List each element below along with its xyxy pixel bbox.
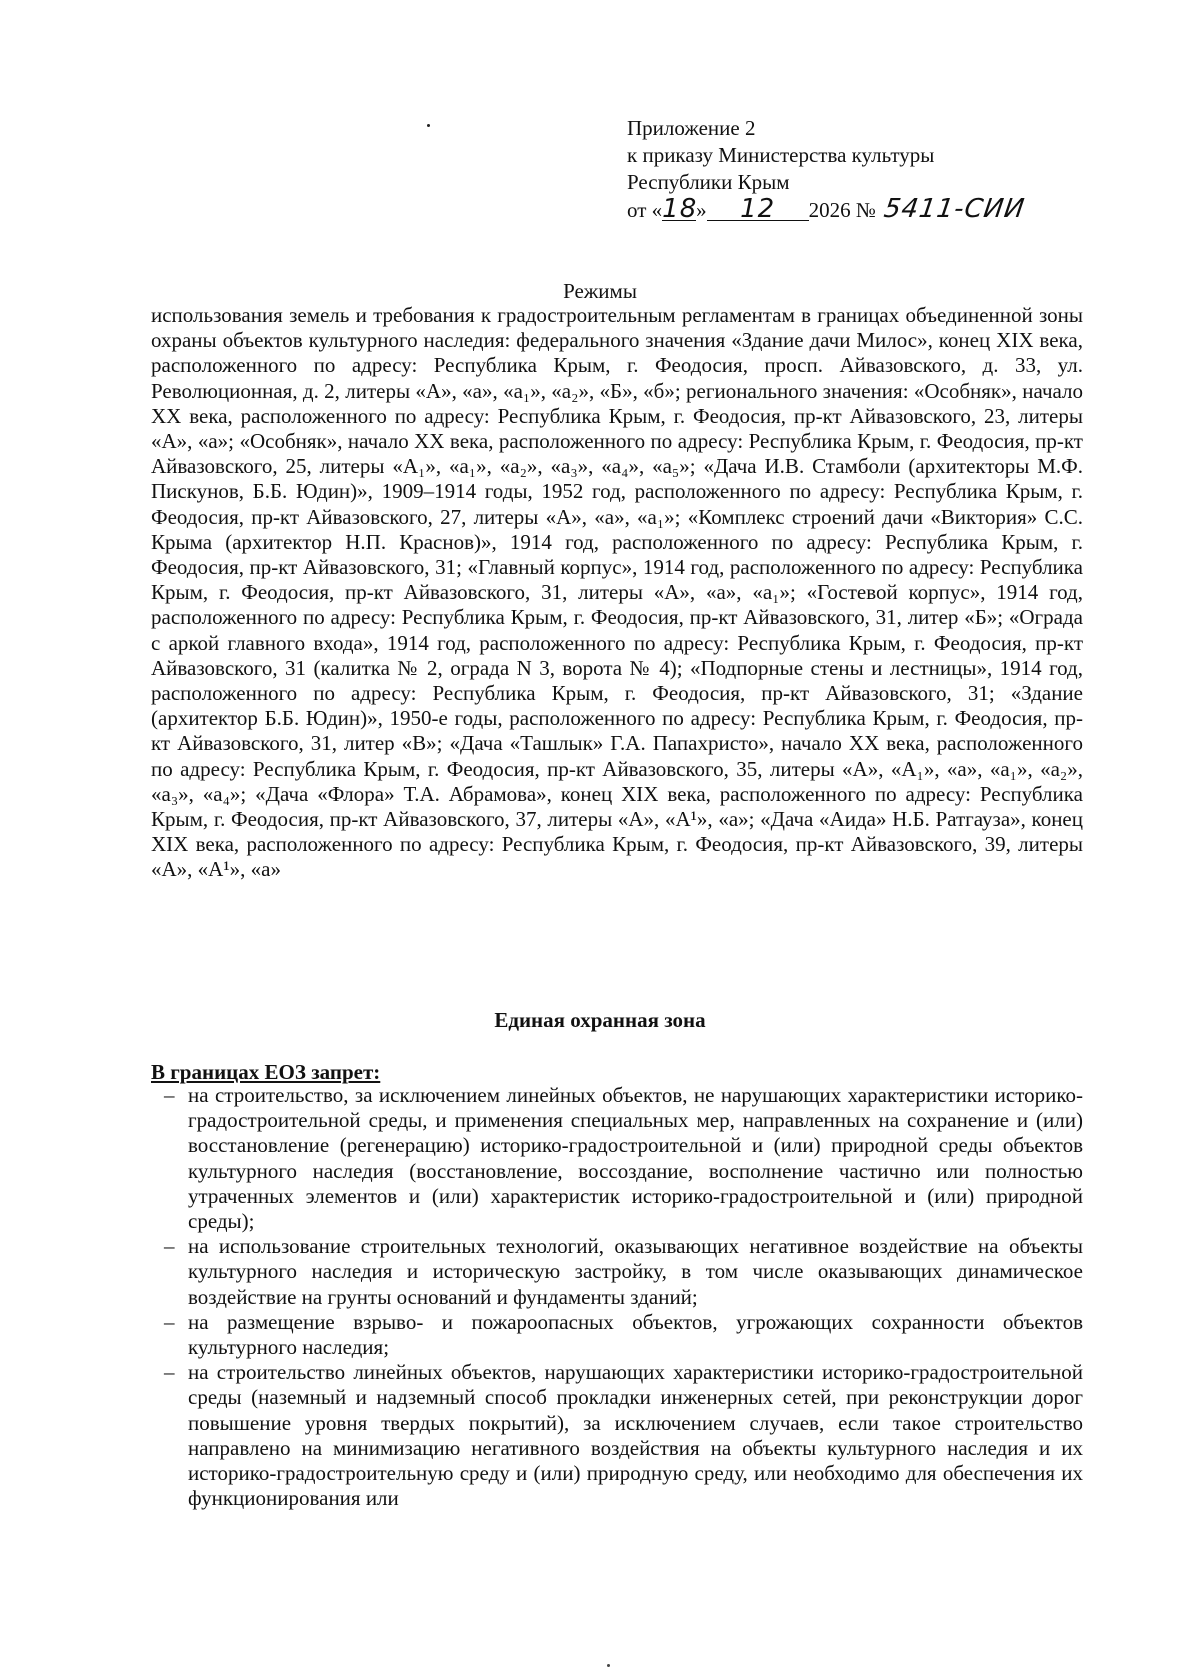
stray-mark xyxy=(427,124,430,127)
dash-bullet: – xyxy=(164,1360,175,1385)
list-item-text: на использование строительных технологий, оказывающих негативное воздействие на объекты культурного наследия и историческую застройку, в том числе оказывающих динамическое воздействие на грунты оснований и фундаменты зданий; xyxy=(188,1234,1083,1309)
appendix-number: Приложение 2 xyxy=(627,116,756,140)
list-item xyxy=(151,1360,1083,1511)
list-item-text: на строительство линейных объектов, нарушающих характеристики историко-градостроительной среды (наземный и надземный способ прокладки инженерных сетей, при реконструкции дорог повышение уровня твердых покрытий), за исключением случаев, если такое строительство направлено на минимизацию негативного воздействия на объекты культурного наследия и их историко-градостроительную среду и (или) природную среду, или необходимо для обеспечения их функционирования или xyxy=(188,1360,1083,1511)
section-title: Единая охранная зона xyxy=(494,1008,706,1032)
republic-name: Республики Крым xyxy=(627,170,790,194)
order-date-row xyxy=(627,196,1097,224)
handwritten-month: 12 xyxy=(707,198,809,221)
dash-bullet: – xyxy=(164,1083,175,1107)
date-prefix: от « xyxy=(627,198,663,222)
date-day-suffix: » xyxy=(696,198,707,222)
stray-mark xyxy=(607,1664,610,1667)
list-item xyxy=(151,1310,1083,1360)
ban-list xyxy=(151,1083,1083,1511)
order-reference: к приказу Министерства культуры xyxy=(627,143,935,167)
list-item-text: на размещение взрыво- и пожароопасных объектов, угрожающих сохранности объектов культурного наследия; xyxy=(188,1309,1083,1360)
dash-bullet: – xyxy=(164,1309,175,1334)
list-item xyxy=(151,1234,1083,1310)
year-and-number-label: 2026 № xyxy=(808,198,876,222)
dash-bullet: – xyxy=(164,1234,175,1259)
appendix-header xyxy=(627,115,1097,224)
list-item-text: на строительство, за исключением линейных объектов, не нарушающих характеристики историко-градостроительной среды, и применения специальных мер, направленных на сохранение и (или) восстановление (регенерацию) историко-градостроительной и (или) природной среды объектов культурного наследия (восстановление, воссоздание, восполнение частично или полностью утраченных элементов и (или) характеристик историко-градостроительной и (или) природной среды); xyxy=(188,1083,1083,1234)
handwritten-day: 18 xyxy=(662,194,698,224)
intro-paragraph: использования земель и требования к градостроительным регламентам в границах объединенной зоны охраны объектов культурного наследия: федерального значения «Здание дачи Милос», конец XIX века, расположенного по адресу: Республика Крым, г. Феодосия, просп. Айвазовского, д. 33, ул. Революционная, д. 2, литеры «А», «а», «а₁», «а₂», «Б», «б»; регионального значения: «Особняк», начало XX века, расположенного по адресу: Республика Крым, г. Феодосия, пр-кт Айвазовского, 23, литеры «А», «а»; «Особняк», начало XX века, расположенного по адресу: Республика Крым, г. Феодосия, пр-кт Айвазовского, 25, литеры «А₁», «а₁», «а₂», «а₃», «а₄», «а₅»; «Дача И.В. Стамболи (архитекторы М.Ф. Пискунов, Б.Б. Юдин)», 1909–1914 годы, 1952 год, расположенного по адресу: Республика Крым, г. Феодосия, пр-кт Айвазовского, 27, литеры «А», «а», «а₁»; «Комплекс строений дачи «Виктория» С.С. Крыма (архитектор Н.П. Краснов)», 1914 год, расположенного по адресу: Республика Крым, г. Феодосия, пр-кт Айвазовского, 31; «Главный корпус», 1914 год, расположенного по адресу: Республика Крым, г. Феодосия, пр-кт Айвазовского, 31, литеры «А», «а», «а₁»; «Гостевой корпус», 1914 год, расположенного по адресу: Республика Крым, г. Феодосия, пр-кт Айвазовского, 31, литер «Б»; «Ограда с аркой главного входа», 1914 год, расположенного по адресу: Республика Крым, г. Феодосия, пр-кт Айвазовского, 31 (калитка № 2, ограда N 3, ворота № 4); «Подпорные стены и лестницы», 1914 год, расположенного по адресу: Республика Крым, г. Феодосия, пр-кт Айвазовского, 31; «Здание (архитектор Б.Б. Юдин)», 1950-е годы, расположенного по адресу: Республика Крым, г. Феодосия, пр-кт Айвазовского, 31, литер «В»; «Дача «Ташлык» Г.А. Папахристо», начало XX века, расположенного по адресу: Республика Крым, г. Феодосия, пр-кт Айвазовского, 35, литеры «А», «А₁», «а», «а₁», «а₂», «а₃», «а₄»; «Дача «Флора» Т.А. Абрамова», конец XIX века, расположенного по адресу: Республика Крым, г. Феодосия, пр-кт Айвазовского, 37, литеры «А», «А¹», «а»; «Дача «Аида» Н.Б. Ратгауза», конец XIX века, расположенного по адресу: Республика Крым, г. Феодосия, пр-кт Айвазовского, 39, литеры «А», «А¹», «а» xyxy=(151,303,1083,882)
handwritten-order-number: 5411-СИИ xyxy=(881,194,1027,224)
list-item xyxy=(151,1083,1083,1234)
document-title: Режимы xyxy=(563,279,637,303)
ban-heading: В границах ЕОЗ запрет: xyxy=(151,1060,381,1084)
